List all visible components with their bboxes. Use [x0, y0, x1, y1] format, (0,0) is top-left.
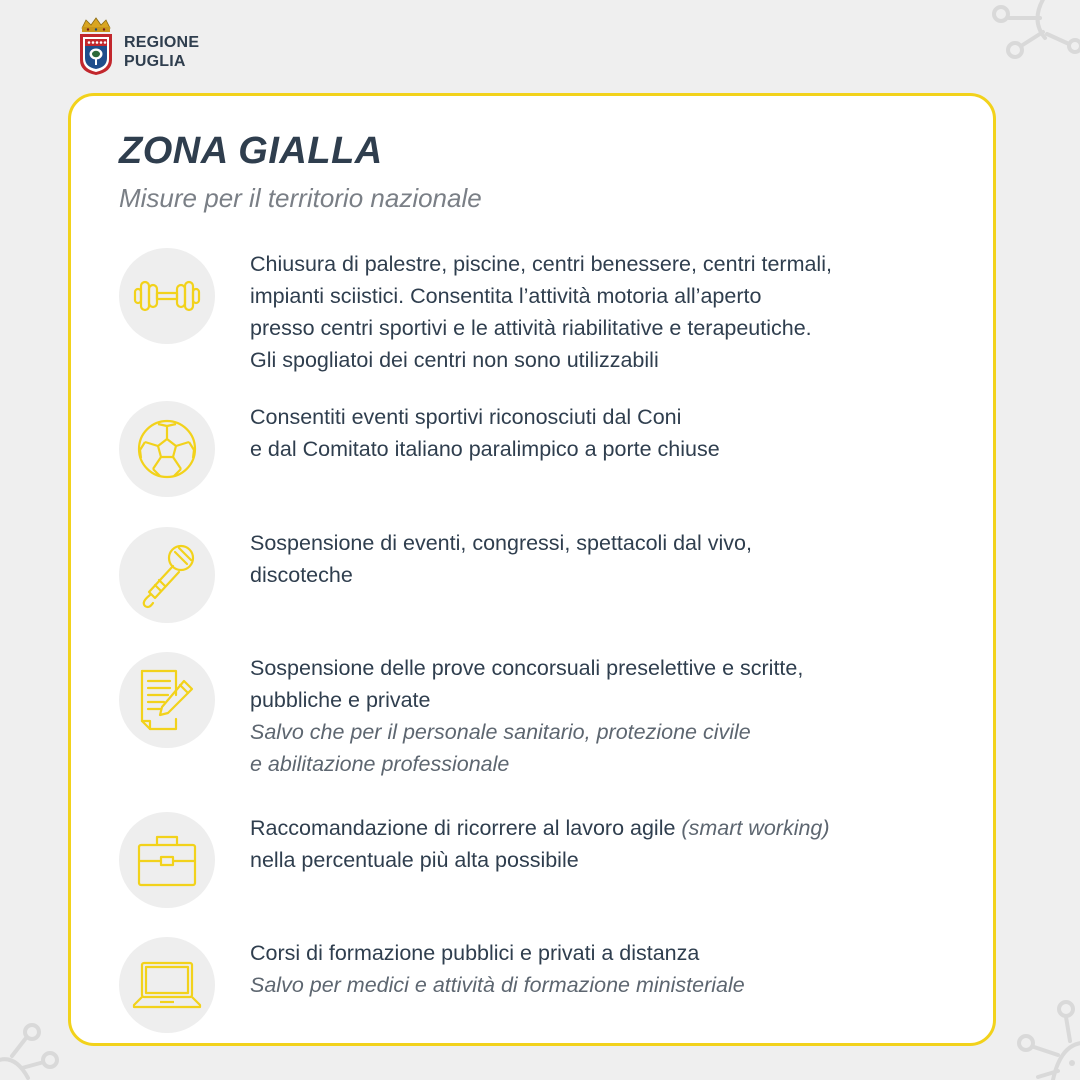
brand-line-1: REGIONE	[124, 34, 200, 51]
measure-text	[250, 937, 950, 1001]
virus-decoration-top-right-icon	[985, 0, 1080, 60]
measure-text	[250, 812, 950, 876]
measure-line: discoteche	[250, 563, 353, 587]
microphone-icon	[135, 540, 199, 610]
measure-line: Chiusura di palestre, piscine, centri benessere, centri termali,	[250, 252, 832, 276]
document-pen-icon	[136, 667, 198, 733]
measure-item-sports-events	[119, 401, 939, 501]
measure-note: e abilitazione professionale	[250, 752, 510, 776]
measure-note: Salvo che per il personale sanitario, protezione civile	[250, 720, 751, 744]
measure-text	[250, 248, 950, 376]
measure-line: Sospensione di eventi, congressi, spettacoli dal vivo,	[250, 531, 752, 555]
measure-item-events	[119, 527, 939, 627]
virus-decoration-bottom-left-icon	[0, 1022, 60, 1080]
icon-circle	[119, 812, 215, 908]
measure-item-smart-working	[119, 812, 939, 912]
measures-card	[68, 93, 996, 1046]
icon-circle	[119, 248, 215, 344]
measure-line: impianti sciistici. Consentita l’attività motoria all’aperto	[250, 284, 762, 308]
measure-line: nella percentuale più alta possibile	[250, 848, 579, 872]
measure-item-exams	[119, 652, 939, 782]
page-subtitle: Misure per il territorio nazionale	[119, 183, 482, 213]
measure-note: Salvo per medici e attività di formazione ministeriale	[250, 973, 745, 997]
measure-line-text: Raccomandazione di ricorrere al lavoro agile	[250, 816, 676, 840]
measure-text	[250, 401, 950, 465]
regione-puglia-crest-icon	[78, 16, 114, 76]
icon-circle	[119, 401, 215, 497]
measure-item-training	[119, 937, 939, 1037]
laptop-icon	[132, 959, 202, 1011]
icon-circle	[119, 937, 215, 1033]
page-title: ZONA GIALLA	[119, 130, 383, 172]
soccer-ball-icon	[136, 418, 198, 480]
dumbbell-icon	[132, 276, 202, 316]
brand-name	[124, 33, 199, 71]
measure-text	[250, 527, 950, 591]
measure-item-gyms	[119, 248, 939, 378]
measure-text	[250, 652, 950, 780]
icon-circle	[119, 652, 215, 748]
briefcase-icon	[135, 831, 199, 889]
measure-line: Corsi di formazione pubblici e privati a distanza	[250, 941, 700, 965]
icon-circle	[119, 527, 215, 623]
measure-line	[250, 812, 950, 844]
measure-line: Gli spogliatoi dei centri non sono utilizzabili	[250, 348, 659, 372]
measure-line: presso centri sportivi e le attività riabilitative e terapeutiche.	[250, 316, 812, 340]
regione-puglia-logo	[78, 16, 218, 76]
measure-line: Sospensione delle prove concorsuali preselettive e scritte,	[250, 656, 804, 680]
measure-line-italic: (smart working)	[681, 816, 830, 840]
measure-line: pubbliche e private	[250, 688, 431, 712]
measure-line: Consentiti eventi sportivi riconosciuti dal Coni	[250, 405, 682, 429]
virus-decoration-bottom-right-icon	[1000, 995, 1080, 1080]
measure-line: e dal Comitato italiano paralimpico a porte chiuse	[250, 437, 720, 461]
brand-line-2: PUGLIA	[124, 53, 186, 70]
